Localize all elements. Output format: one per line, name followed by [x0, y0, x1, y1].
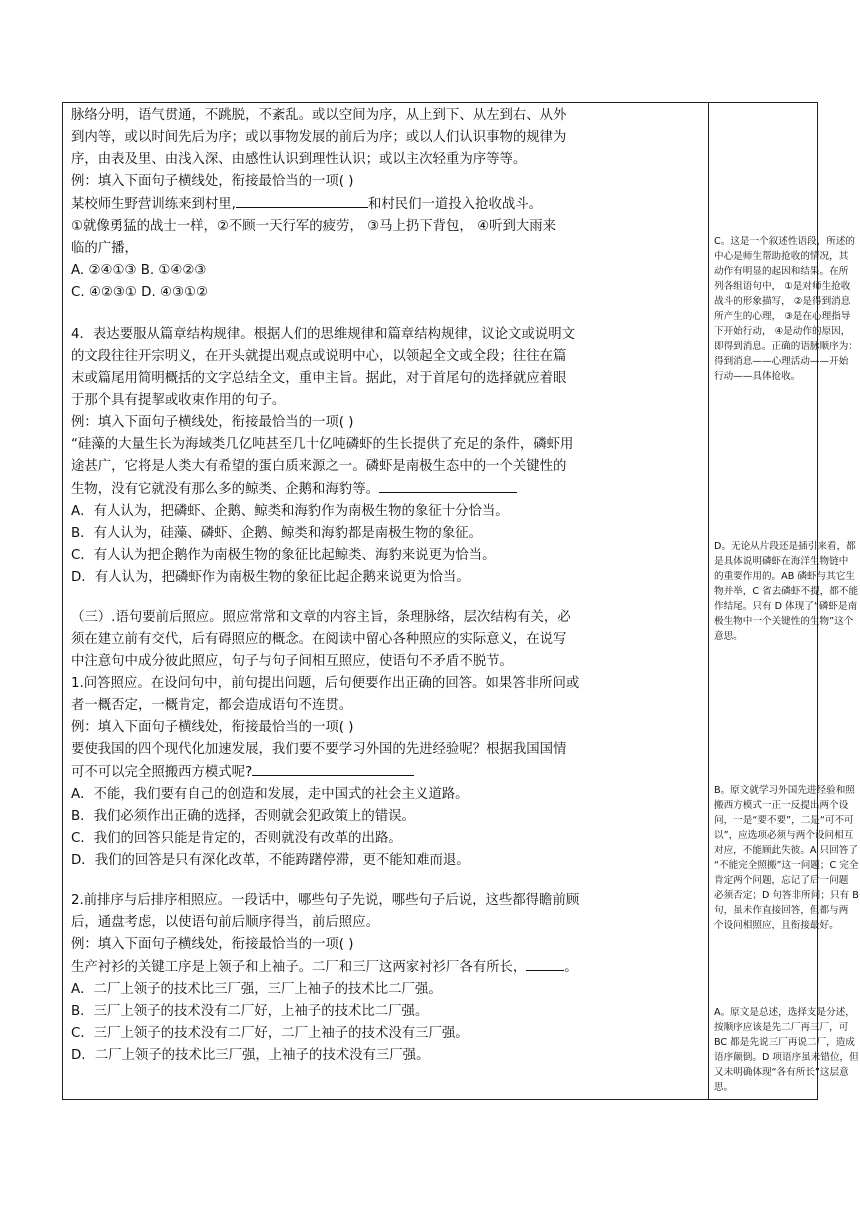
example-prompt: 例：填入下面句子横线处，衔接最恰当的一项( )	[71, 720, 354, 735]
answer-blank	[379, 478, 517, 493]
example-question: 要使我国的四个现代化加速发展，我们要不要学习外国的先进经验呢？根据我国国情	[71, 742, 567, 757]
options-line: 临的广播，	[71, 241, 138, 256]
choice: A. ②④①③ B. ①④②③	[71, 263, 207, 278]
para-line: 1.问答照应。在设问句中，前句提出问题，后句便要作出正确的回答。如果答非所问或	[71, 676, 580, 691]
para-line: 到内等，或以时间先后为序；或以事物发展的前后为序；或以人们认识事物的规律为	[71, 130, 567, 145]
example-question: 可不可以完全照搬西方模式呢?	[71, 761, 649, 784]
choice: B．有人认为，硅藻、磷虾、企鹅、鲸类和海豹都是南极生物的象征。	[71, 526, 482, 541]
answer-note-3: B。原文就学习外国先进经验和照 搬西方模式一正一反提出两个设 问，一是“要不要”，二是“可不可 以”，应选项必须与两个设问相互 对应，不能顾此失彼。A 只回答了 “不能完全照搬”这一问题；C 完全 肯定两个问题，忘记了后一问题 必须否定；D 句答非所问；只有 B 句，虽未作直接回答，但都与两 个设问相照应，且衔接最好。	[714, 785, 859, 931]
para-line: 中注意句中成分彼此照应，句子与句子间相互照应，使语句不矛盾不脱节。	[71, 654, 513, 669]
column-divider	[708, 103, 709, 1099]
example-question: 途甚广，它将是人类大有希望的蛋白质来源之一。磷虾是南极生态中的一个关键性的	[71, 459, 567, 474]
answer-blank	[252, 761, 414, 776]
para-line: （三）.语句要前后照应。照应常常和文章的内容主旨，条理脉络，层次结构有关，必	[71, 610, 571, 625]
choice: B．我们必须作出正确的选择，否则就会犯政策上的错误。	[71, 809, 415, 824]
para-line: 须在建立前有交代，后有碍照应的概念。在阅读中留心各种照应的实际意义，在说写	[71, 632, 567, 647]
para-line: 序，由表及里、由浅入深、由感性认识到理性认识；或以主次轻重为序等等。	[71, 152, 527, 167]
example-prompt: 例：填入下面句子横线处，衔接最恰当的一项( )	[71, 415, 354, 430]
example-question: 生物，没有它就没有那么多的鲸类、企鹅和海豹等。	[71, 478, 649, 501]
choice: A．有人认为，把磷虾、企鹅、鲸类和海豹作为南极生物的象征十分恰当。	[71, 504, 509, 519]
choice: C．三厂上领子的技术没有二厂好，二厂上袖子的技术没有三厂强。	[71, 1026, 469, 1041]
para-line: 末或篇尾用简明概括的文字总结全文，重申主旨。据此，对于首尾句的选择就应着眼	[71, 371, 567, 386]
choice: D．有人认为，把磷虾作为南极生物的象征比起企鹅来说更为恰当。	[71, 570, 470, 585]
answer-blank	[526, 956, 564, 971]
example-question: “硅藻的大量生长为海域类几亿吨甚至几十亿吨磷虾的生长提供了充足的条件，磷虾用	[71, 437, 574, 452]
choice: C．我们的回答只能是肯定的，否则就没有改革的出路。	[71, 831, 402, 846]
para-line: 4．表达要服从篇章结构规律。根据人们的思维规律和篇章结构规律，议论文或说明文	[71, 327, 575, 342]
example-prompt: 例：填入下面句子横线处，衔接最恰当的一项( )	[71, 174, 354, 189]
choice: A．不能，我们要有自己的创造和发展，走中国式的社会主义道路。	[71, 787, 469, 802]
choice: D．二厂上领子的技术比三厂强，上袖子的技术没有三厂强。	[71, 1048, 430, 1063]
answer-note-2: D。无论从片段还是插引来看，都 是具体说明磷虾在海洋生物链中 的重要作用的。AB 磷虾与其它生 物并举，C 省去磷虾不提，都不能 作结尾。只有 D 体现了“磷虾是南 极生物中一个关键性的生物”这个 意思。	[714, 541, 859, 642]
para-line: 的文段往往开宗明义，在开头就提出观点或说明中心，以领起全文或全段；往往在篇	[71, 349, 567, 364]
para-line: 于那个具有提挈或收束作用的句子。	[71, 393, 286, 408]
example-prompt: 例：填入下面句子横线处，衔接最恰当的一项( )	[71, 937, 354, 952]
main-column	[71, 105, 649, 1067]
example-question: 生产衬衫的关键工序是上领子和上袖子。二厂和三厂这两家衬衫厂各有所长， 。	[71, 956, 649, 979]
choice: C．有人认为把企鹅作为南极生物的象征比起鲸类、海豹来说更为恰当。	[71, 548, 496, 563]
content-table	[62, 102, 859, 1100]
answer-note-1: C。这是一个叙述性语段，所述的 中心是师生帮助抢收的情况，其 动作有明显的起因和结果。在所 列各组语句中， ①是对师生抢收 战斗的形象描写， ②是得到消息 所产生的心理， ③是在心理指导 下开始行动， ④是动作的原因， 即得到消息。正确的语脉顺序为： 得到消息——心理活动——开始 行动——具体抢收。	[714, 236, 858, 382]
para-line: 脉络分明，语气贯通，不跳脱，不紊乱。或以空间为序，从上到下、从左到右、从外	[71, 108, 567, 123]
answer-blank	[236, 193, 368, 208]
choice: D．我们的回答是只有深化改革，不能踌躇停滞，更不能知难而退。	[71, 853, 470, 868]
para-line: 后，通盘考虑，以使语句前后顺序得当，前后照应。	[71, 915, 379, 930]
choice: A．二厂上领子的技术比三厂强，三厂上袖子的技术比二厂强。	[71, 982, 442, 997]
example-question: 某校师生野营训练来到村里, 和村民们一道投入抢收战斗。	[71, 193, 649, 216]
choice: B．三厂上领子的技术没有二厂好，上袖子的技术比二厂强。	[71, 1004, 429, 1019]
para-line: 者一概否定，一概肯定，都会造成语句不连贯。	[71, 698, 353, 713]
answer-note-4: A。原文是总述，选择支是分述， 按顺序应该是先二厂再三厂，可 BC 都是先说三厂再说二厂，造成 语序颠倒。D 项语序虽未错位，但 又未明确体现“各有所长”这层意 思。	[714, 1007, 859, 1093]
choice: C. ④②③① D. ④③①②	[71, 285, 208, 300]
options-line: ①就像勇猛的战士一样，②不顾一天行军的疲劳， ③马上扔下背包， ④听到大雨来	[71, 219, 557, 234]
para-line: 2.前排序与后排序相照应。一段话中，哪些句子先说，哪些句子后说，这些都得瞻前顾	[71, 893, 580, 908]
